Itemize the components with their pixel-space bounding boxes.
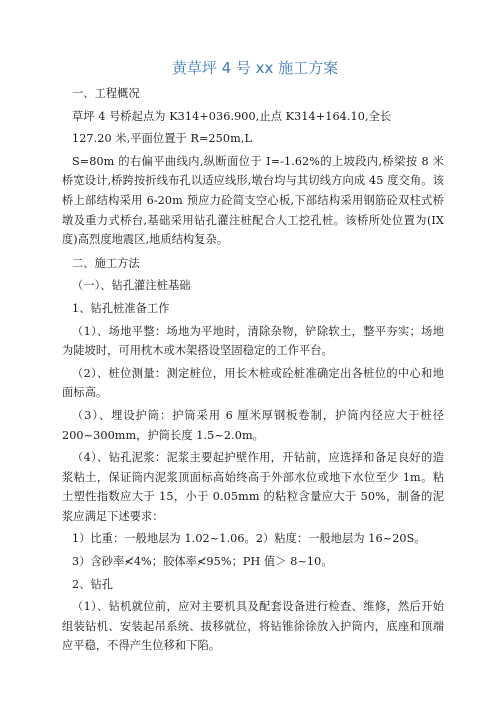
document-title: 黄草坪 4 号 xx 施工方案 [171, 59, 339, 77]
subsection-heading: （一）、钻孔灌注桩基础 [72, 279, 191, 293]
paragraph: （3）、埋设护筒：护筒采用 6 厘米厚钢板卷制，护筒内径应大于桩径 200~300mm，护筒长度 1.5~2.0m。 [62, 408, 444, 442]
paragraph: 1）比重：一般地层为 1.02~1.06。2）粘度：一般地层为 16~20S。 [72, 532, 426, 546]
paragraph: （1）、场地平整：场地为平地时，清除杂物，铲除软土，整平夯实；场地为陡坡时，可用枕木或木架搭设坚固稳定的工作平台。 [62, 324, 444, 358]
paragraph: 3）含砂率≮4%；胶体率≮95%；PH 值＞ 8~10。 [72, 555, 333, 569]
paragraph: （2）、桩位测量：测定桩位，用长木桩或砼桩准确定出各桩位的中心和地面标高。 [62, 366, 444, 400]
paragraph: （4）、钻孔泥浆：泥浆主要起护壁作用，开钻前，应选择和备足良好的造浆粘土，保证筒内泥浆顶面标高始终高于外部水位或地下水位至少 1m。粘土塑性指数应大于 15，小于 0.05mm 的粘粒含量应大于 50%，制备的泥浆应满足下述要求： [62, 451, 444, 523]
paragraph: （1）、钻机就位前，应对主要机具及配套设备进行检查、维修，然后开始组装钻机、安装起吊系统、拔移就位，将钻锥徐徐放入护筒内，底座和顶端应平稳，不得产生位移和下陷。 [62, 600, 444, 653]
section-heading-overview: 一、工程概况 [72, 87, 140, 100]
item-heading: 1、钻孔桩准备工作 [72, 301, 170, 315]
item-heading: 2、钻孔 [72, 577, 114, 591]
paragraph: S=80m 的右偏平曲线内,纵断面位于 I=-1.62%的上坡段内,桥梁按 8 米桥宽设计,桥跨按折线布孔以适应线形,墩台均与其切线方向成 45 度交角。该桥上部结构采用 6-20m 预应力砼简支空心板,下部结构采用钢筋砼双柱式桥墩及重力式桥台,基础采用钻孔灌注桩配合人工挖孔桩。该桥所处位置为(IX 度)高烈度地震区,地质结构复杂。 [62, 154, 444, 247]
paragraph: 127.20 米,平面位置于 R=250m,L [72, 132, 252, 146]
section-heading-method: 二、施工方法 [72, 256, 140, 270]
paragraph: 草坪 4 号桥起点为 K314+036.900,止点 K314+164.10,全长 [72, 109, 392, 123]
